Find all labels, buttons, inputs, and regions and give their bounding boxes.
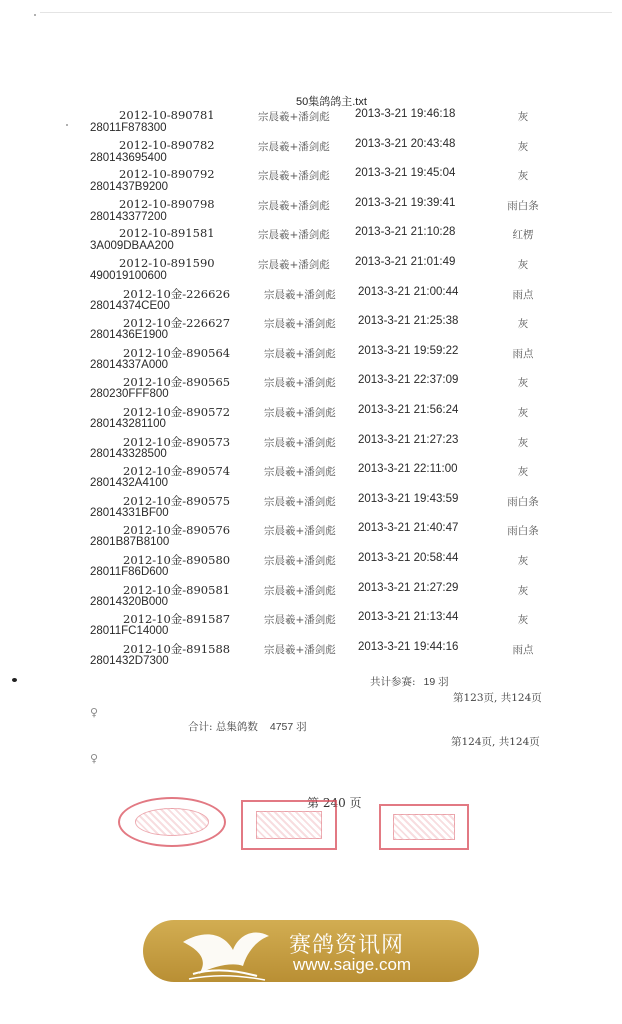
owner-name: 宗晨羲+潘剑彪 [264,495,336,508]
chip-code: 3A009DBAA200 [90,240,174,253]
feather-color: 灰 [517,406,529,419]
owner-name: 宗晨羲+潘剑彪 [264,525,336,538]
arrival-time: 2013-3-21 21:40:47 [358,522,459,535]
feather-color: 雨点 [512,288,534,301]
owner-name: 宗晨羲+潘剑彪 [264,318,336,331]
arrival-time: 2013-3-21 21:13:44 [358,611,459,624]
chip-code: 280143328500 [90,447,167,460]
table-row [0,372,622,402]
feather-color: 灰 [517,436,529,449]
chip-code: 280143695400 [90,151,167,164]
chip-code: 28011F878300 [90,122,167,134]
arrival-time: 2013-3-21 21:27:23 [358,433,459,446]
site-url: www.saige.com [293,955,412,974]
feather-color: 灰 [517,318,529,331]
arrival-time: 2013-3-21 21:01:49 [355,255,456,268]
feather-color: 灰 [517,614,529,627]
chip-code: 280143377200 [90,210,167,223]
ring-number: 2012-10金-890576 [123,523,231,538]
table-row [0,195,622,225]
chip-code: 28014337A000 [90,358,169,371]
owner-name: 宗晨羲+潘剑彪 [264,406,336,419]
ring-number: 2012-10金-890565 [123,375,231,390]
chip-code: 28014320B000 [90,595,169,608]
ring-number: 2012-10金-226627 [123,316,231,331]
table-row [0,136,622,166]
chip-code: 28014374CE00 [90,299,170,312]
owner-name: 宗晨羲+潘剑彪 [264,466,336,479]
arrival-time: 2013-3-21 21:10:28 [355,226,456,239]
arrival-time: 2013-3-21 19:39:41 [355,196,456,209]
arrival-time: 2013-3-21 20:43:48 [355,137,456,150]
feather-color: 灰 [517,377,529,390]
owner-name: 宗晨羲+潘剑彪 [264,643,336,656]
table-row [0,432,622,462]
chip-code: 490019100600 [90,269,167,282]
arrival-time: 2013-3-21 19:46:18 [355,108,456,120]
pigeon-logo-icon [173,922,283,982]
chip-code: 28011FC14000 [90,625,169,638]
site-name: 赛鸽资讯网 [289,933,405,958]
ring-number: 2012-10金-891588 [123,641,231,656]
ring-number: 2012-10-890781 [119,108,215,122]
top-rule [40,12,612,13]
entries-total [370,674,449,689]
ring-number: 2012-10-890798 [119,196,215,211]
red-seal-oval [118,797,226,847]
feather-color: 雨白条 [507,199,539,212]
chip-code: 280143281100 [90,417,166,430]
chip-code: 2801432A4100 [90,477,169,490]
grand-total [188,719,307,734]
chip-code: 2801437B9200 [90,181,169,194]
table-row [0,491,622,521]
chip-code: 2801B87B8100 [90,536,170,549]
red-seal-square [379,804,469,850]
table-row [0,520,622,550]
chip-code: 280230FFF800 [90,388,169,401]
arrival-time: 2013-3-21 21:27:29 [358,581,459,594]
feather-color: 雨白条 [507,495,539,508]
ring-number: 2012-10金-890574 [123,464,231,479]
table-row [0,639,622,669]
owner-name: 宗晨羲+潘剑彪 [264,288,336,301]
page-indicator-123: 第123页, 共124页 [453,692,542,704]
red-seal-square [241,800,337,850]
page-number: 第 240 页 [307,796,362,810]
ring-number: 2012-10-890792 [119,167,215,182]
feather-color: 灰 [517,140,529,153]
ring-number: 2012-10金-226626 [123,286,231,301]
ring-number: 2012-10金-890573 [123,434,231,449]
feather-color: 灰 [517,584,529,597]
owner-name: 宗晨羲+潘剑彪 [264,377,336,390]
ring-number: 2012-10金-890580 [123,552,231,567]
feather-color: 灰 [517,111,529,123]
feather-color: 红楞 [512,229,534,242]
chip-code: 28011F86D600 [90,565,169,578]
table-row [0,343,622,373]
owner-name: 宗晨羲+潘剑彪 [258,258,330,271]
owner-name: 宗晨羲+潘剑彪 [258,229,330,242]
table-row [0,224,622,254]
owner-name: 宗晨羲+潘剑彪 [258,170,330,183]
scan-speck [34,14,36,16]
owner-name: 宗晨羲+潘剑彪 [264,554,336,567]
ring-number: 2012-10-891590 [119,255,215,270]
table-row [0,254,622,284]
table-row [0,313,622,343]
results-list [0,106,622,668]
chip-code: 2801432D7300 [90,654,169,667]
owner-name: 宗晨羲+潘剑彪 [264,436,336,449]
entries-total-value: 19 羽 [423,676,449,688]
owner-name: 宗晨羲+潘剑彪 [258,111,330,123]
scan-speck [12,678,17,682]
table-row [0,461,622,491]
arrival-time: 2013-3-21 21:56:24 [358,403,459,416]
feather-color: 灰 [517,258,529,271]
arrival-time: 2013-3-21 20:58:44 [358,551,459,564]
ring-number: 2012-10金-890572 [123,404,231,419]
table-row [0,580,622,610]
owner-name: 宗晨羲+潘剑彪 [264,614,336,627]
ring-number: 2012-10金-890575 [123,493,231,508]
table-row [0,165,622,195]
arrival-time: 2013-3-21 22:11:00 [358,463,458,476]
page-indicator-124: 第124页, 共124页 [451,736,540,748]
feather-color: 雨点 [512,347,534,360]
owner-name: 宗晨羲+潘剑彪 [258,199,330,212]
arrival-time: 2013-3-21 19:43:59 [358,492,459,505]
arrival-time: 2013-3-21 22:37:09 [358,374,459,387]
table-row [0,106,622,136]
grand-total-label: 合计: 总集鸽数 [188,721,258,733]
owner-name: 宗晨羲+潘剑彪 [264,347,336,360]
ring-number: 2012-10-891581 [119,226,215,241]
owner-name: 宗晨羲+潘剑彪 [264,584,336,597]
table-row [0,550,622,580]
table-row [0,609,622,639]
ring-number: 2012-10金-890564 [123,345,231,360]
entries-total-label: 共计参赛: [370,676,416,688]
female-mark: ♀ [90,752,99,765]
feather-color: 灰 [517,170,529,183]
arrival-time: 2013-3-21 19:45:04 [355,167,456,180]
arrival-time: 2013-3-21 21:00:44 [358,285,459,298]
table-row [0,402,622,432]
feather-color: 灰 [517,554,529,567]
feather-color: 雨点 [512,643,534,656]
ring-number: 2012-10-890782 [119,137,215,152]
feather-color: 灰 [517,466,529,479]
site-watermark-banner [143,920,479,982]
arrival-time: 2013-3-21 21:25:38 [358,315,459,328]
ring-number: 2012-10金-890581 [123,582,231,597]
grand-total-value: 4757 羽 [269,721,307,733]
arrival-time: 2013-3-21 19:44:16 [358,640,459,653]
document-title: 50集鸽鸽主.txt [296,96,367,108]
arrival-time: 2013-3-21 19:59:22 [358,344,459,357]
chip-code: 28014331BF00 [90,506,169,519]
chip-code: 2801436E1900 [90,329,169,342]
female-mark: ♀ [90,706,99,719]
ring-number: 2012-10金-891587 [123,612,231,627]
feather-color: 雨白条 [507,525,539,538]
table-row [0,284,622,314]
owner-name: 宗晨羲+潘剑彪 [258,140,330,153]
